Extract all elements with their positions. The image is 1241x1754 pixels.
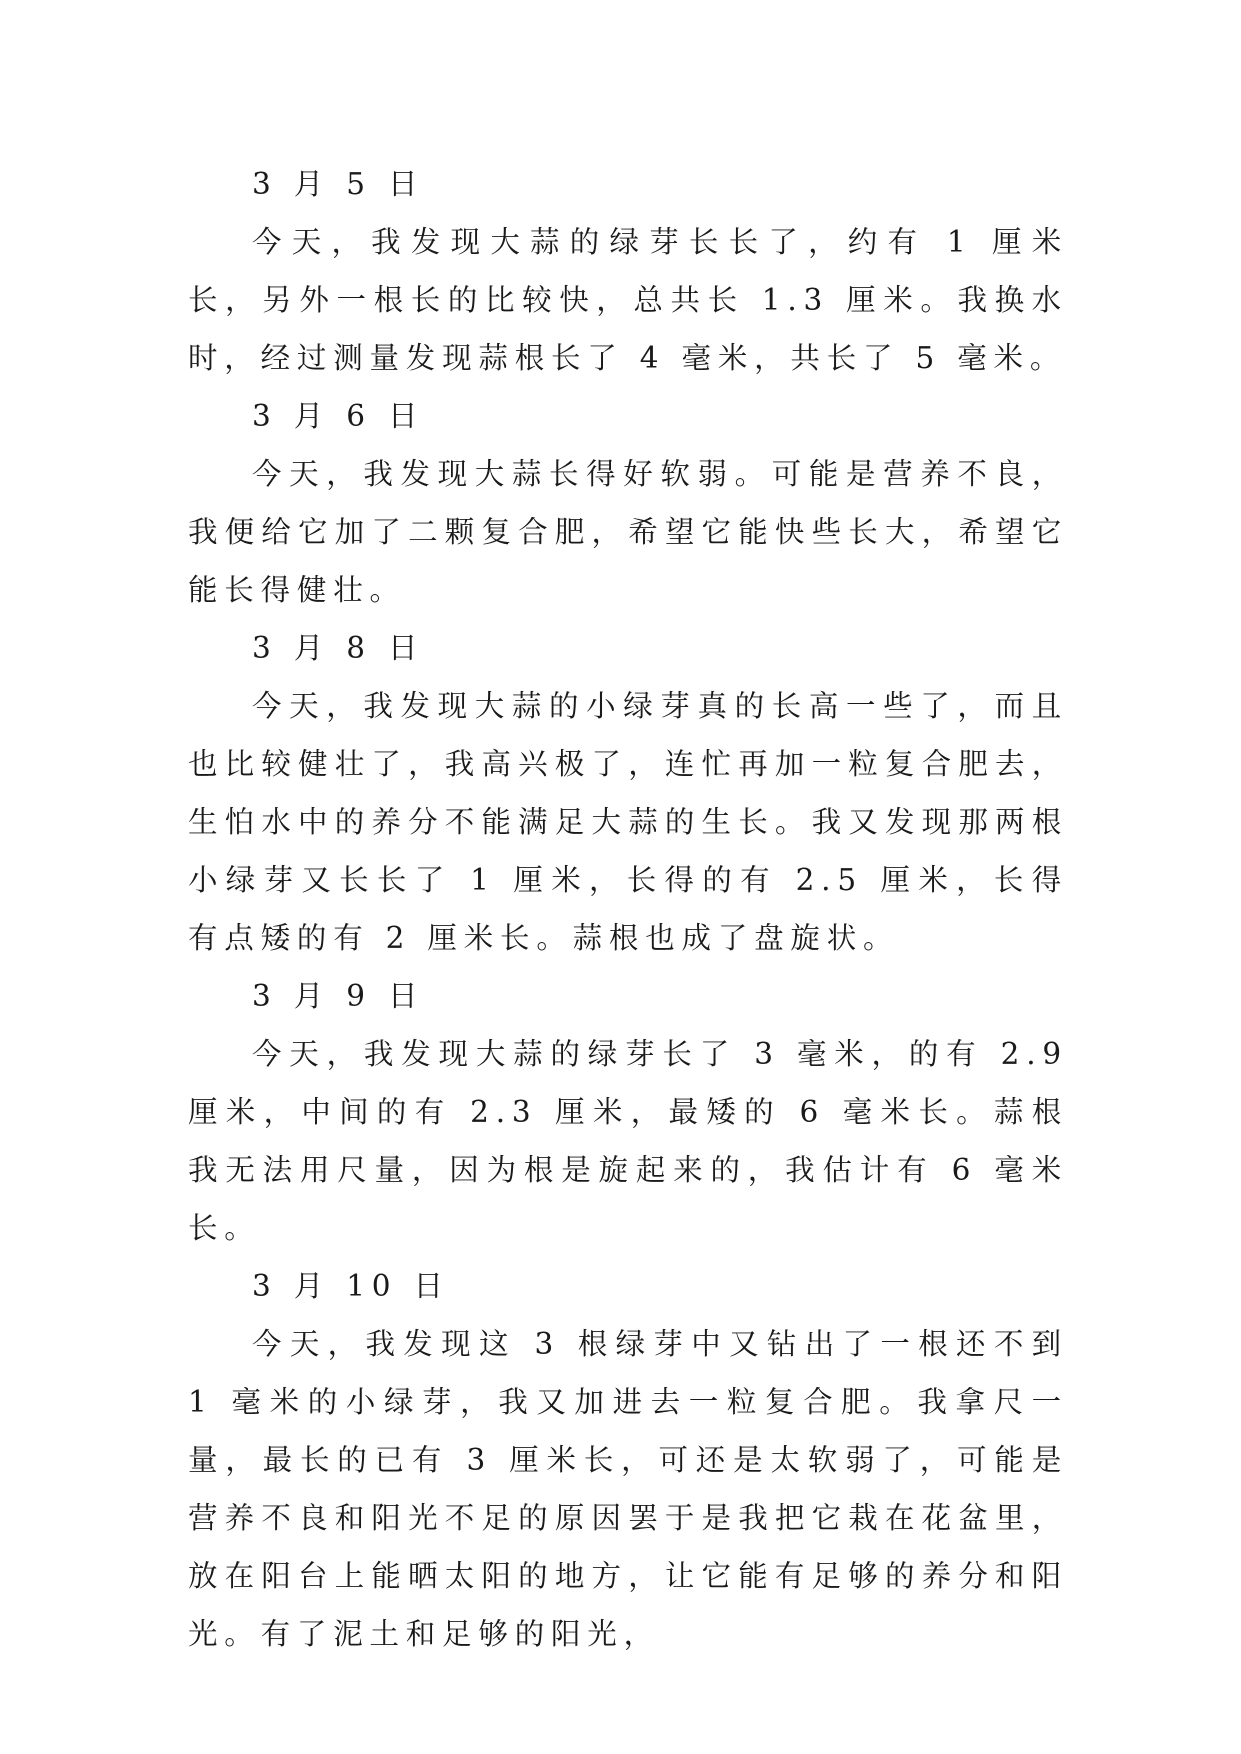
entry-date: 3 月 10 日 (252, 1269, 450, 1303)
entry-date: 3 月 8 日 (252, 631, 425, 665)
entry-date: 3 月 9 日 (252, 979, 425, 1013)
entry-text: 今天，我发现这 3 根绿芽中又钻出了一根还不到 1 毫米的小绿芽，我又加进去一粒复合肥。我拿尺一量，最长的已有 3 厘米长，可还是太软弱了，可能是营养不良和阳光不足的原因罢于是我把它栽在花盆里，放在阳台上能晒太阳的地方，让它能有足够的养分和阳光。有了泥土和足够的阳光， (188, 1327, 1068, 1651)
entry-text: 今天，我发现大蒜的绿芽长了 3 毫米，的有 2.9 厘米，中间的有 2.3 厘米，最矮的 6 毫米长。蒜根我无法用尺量，因为根是旋起来的，我估计有 6 毫米长。 (188, 1037, 1068, 1245)
entry-text: 今天，我发现大蒜长得好软弱。可能是营养不良，我便给它加了二颗复合肥，希望它能快些长大，希望它能长得健壮。 (188, 457, 1068, 607)
entry-text: 今天，我发现大蒜的小绿芽真的长高一些了，而且也比较健壮了，我高兴极了，连忙再加一粒复合肥去，生怕水中的养分不能满足大蒜的生长。我又发现那两根小绿芽又长长了 1 厘米，长得的有 2.5 厘米，长得有点矮的有 2 厘米长。蒜根也成了盘旋状。 (188, 689, 1068, 955)
diary-page (188, 155, 1068, 1663)
entry-text: 今天，我发现大蒜的绿芽长长了，约有 1 厘米长，另外一根长的比较快，总共长 1.3 厘米。我换水时，经过测量发现蒜根长了 4 毫米，共长了 5 毫米。 (188, 225, 1068, 375)
entry-date: 3 月 6 日 (252, 399, 425, 433)
entry-date: 3 月 5 日 (252, 167, 425, 201)
